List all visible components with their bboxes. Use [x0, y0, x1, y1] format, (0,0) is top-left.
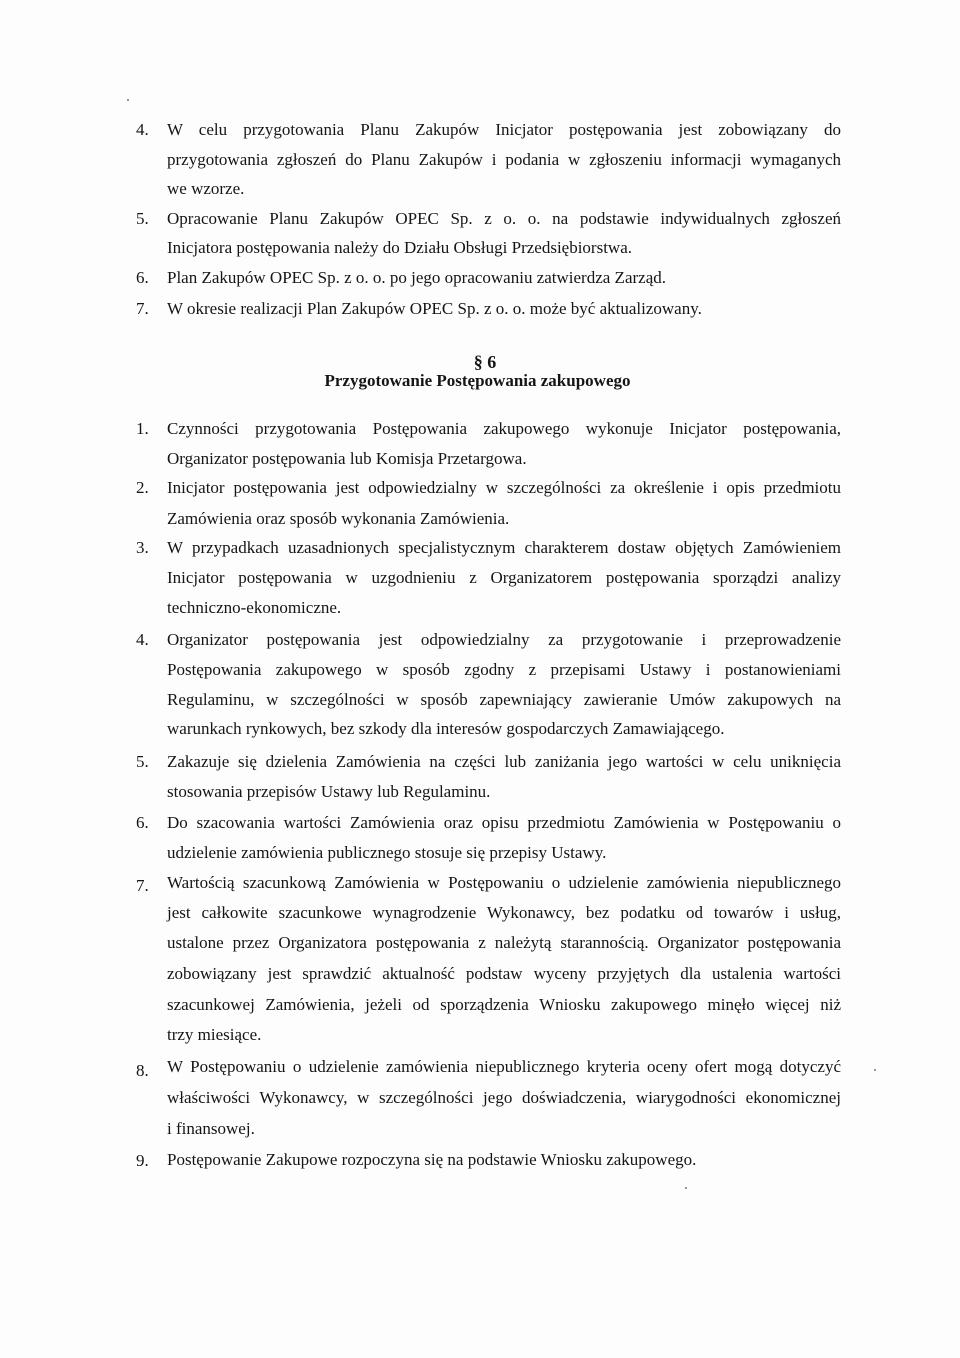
- scan-speck: [127, 99, 129, 101]
- paragraph-line: Postępowania zakupowego w sposób zgodny z przepisami Ustawy i postanowieniami: [167, 660, 841, 679]
- paragraph-line: Inicjatora postępowania należy do Działu Obsługi Przedsiębiorstwa.: [167, 238, 633, 257]
- paragraph-line: trzy miesiące.: [167, 1025, 262, 1044]
- paragraph-line: Opracowanie Planu Zakupów OPEC Sp. z o. o. na podstawie indywidualnych zgłoszeń: [167, 209, 841, 228]
- scan-speck: [685, 1187, 687, 1189]
- paragraph-line: we wzorze.: [167, 179, 245, 198]
- paragraph-line: i finansowej.: [167, 1119, 255, 1138]
- paragraph-line: W celu przygotowania Planu Zakupów Inicjator postępowania jest zobowiązany do: [167, 120, 841, 139]
- paragraph-line: stosowania przepisów Ustawy lub Regulaminu.: [167, 782, 491, 801]
- section-title: Przygotowanie Postępowania zakupowego: [324, 371, 631, 390]
- paragraph-number: 3.: [136, 538, 149, 557]
- paragraph-number: 5.: [136, 752, 149, 771]
- paragraph-line: Czynności przygotowania Postępowania zakupowego wykonuje Inicjator postępowania,: [167, 419, 841, 438]
- paragraph-line: Regulaminu, w szczególności w sposób zapewniający zawieranie Umów zakupowych na: [167, 690, 841, 709]
- paragraph-number: 1.: [136, 419, 149, 438]
- paragraph-line: właściwości Wykonawcy, w szczególności jego doświadczenia, wiarygodności ekonomicznej: [167, 1088, 841, 1107]
- paragraph-number: 5.: [136, 209, 149, 228]
- paragraph-number: 4.: [136, 630, 149, 649]
- paragraph-line: Do szacowania wartości Zamówienia oraz opisu przedmiotu Zamówienia w Postępowaniu o: [167, 813, 841, 832]
- paragraph-line: przygotowania zgłoszeń do Planu Zakupów i podania w zgłoszeniu informacji wymaganych: [167, 150, 841, 169]
- paragraph-line: zobowiązany jest sprawdzić aktualność podstaw wyceny przyjętych dla ustalenia wartości: [167, 964, 841, 983]
- paragraph-line: warunkach rynkowych, bez szkody dla interesów gospodarczych Zamawiającego.: [167, 719, 725, 738]
- paragraph-line: szacunkowej Zamówienia, jeżeli od sporządzenia Wniosku zakupowego minęło więcej niż: [167, 995, 841, 1014]
- paragraph-line: ustalone przez Organizatora postępowania z należytą starannością. Organizator postępowania: [167, 933, 841, 952]
- paragraph-line: Zakazuje się dzielenia Zamówienia na części lub zaniżania jego wartości w celu uniknięcia: [167, 752, 841, 771]
- scan-speck: [874, 1069, 876, 1071]
- paragraph-number: 6.: [136, 813, 149, 832]
- paragraph-line: udzielenie zamówienia publicznego stosuje się przepisy Ustawy.: [167, 843, 607, 862]
- paragraph-line: Organizator postępowania jest odpowiedzialny za przygotowanie i przeprowadzenie: [167, 630, 841, 649]
- paragraph-number: 6.: [136, 268, 149, 287]
- paragraph-number: 2.: [136, 478, 149, 497]
- section-sign: § 6: [473, 352, 497, 372]
- paragraph-number: 4.: [136, 120, 149, 139]
- paragraph-line: jest całkowite szacunkowe wynagrodzenie Wykonawcy, bez podatku od towarów i usług,: [167, 903, 841, 922]
- paragraph-line: Postępowanie Zakupowe rozpoczyna się na podstawie Wniosku zakupowego.: [167, 1150, 697, 1169]
- paragraph-number: 7.: [136, 299, 149, 318]
- paragraph-line: Inicjator postępowania w uzgodnieniu z Organizatorem postępowania sporządzi analizy: [167, 568, 841, 587]
- paragraph-number: 9.: [136, 1151, 149, 1170]
- paragraph-line: W przypadkach uzasadnionych specjalistycznym charakterem dostaw objętych Zamówieniem: [167, 538, 841, 557]
- paragraph-line: Organizator postępowania lub Komisja Przetargowa.: [167, 449, 527, 468]
- paragraph-line: Inicjator postępowania jest odpowiedzialny w szczególności za określenie i opis przedmiotu: [167, 478, 841, 497]
- paragraph-number: 7.: [136, 876, 149, 895]
- paragraph-line: Zamówienia oraz sposób wykonania Zamówienia.: [167, 509, 510, 528]
- paragraph-line: Plan Zakupów OPEC Sp. z o. o. po jego opracowaniu zatwierdza Zarząd.: [167, 268, 666, 287]
- paragraph-line: W okresie realizacji Plan Zakupów OPEC Sp. z o. o. może być aktualizowany.: [167, 299, 702, 318]
- paragraph-line: techniczno-ekonomiczne.: [167, 598, 342, 617]
- paragraph-number: 8.: [136, 1061, 149, 1080]
- paragraph-line: W Postępowaniu o udzielenie zamówienia niepublicznego kryteria oceny ofert mogą dotyczyć: [167, 1057, 841, 1076]
- paragraph-line: Wartością szacunkową Zamówienia w Postępowaniu o udzielenie zamówienia niepublicznego: [167, 873, 841, 892]
